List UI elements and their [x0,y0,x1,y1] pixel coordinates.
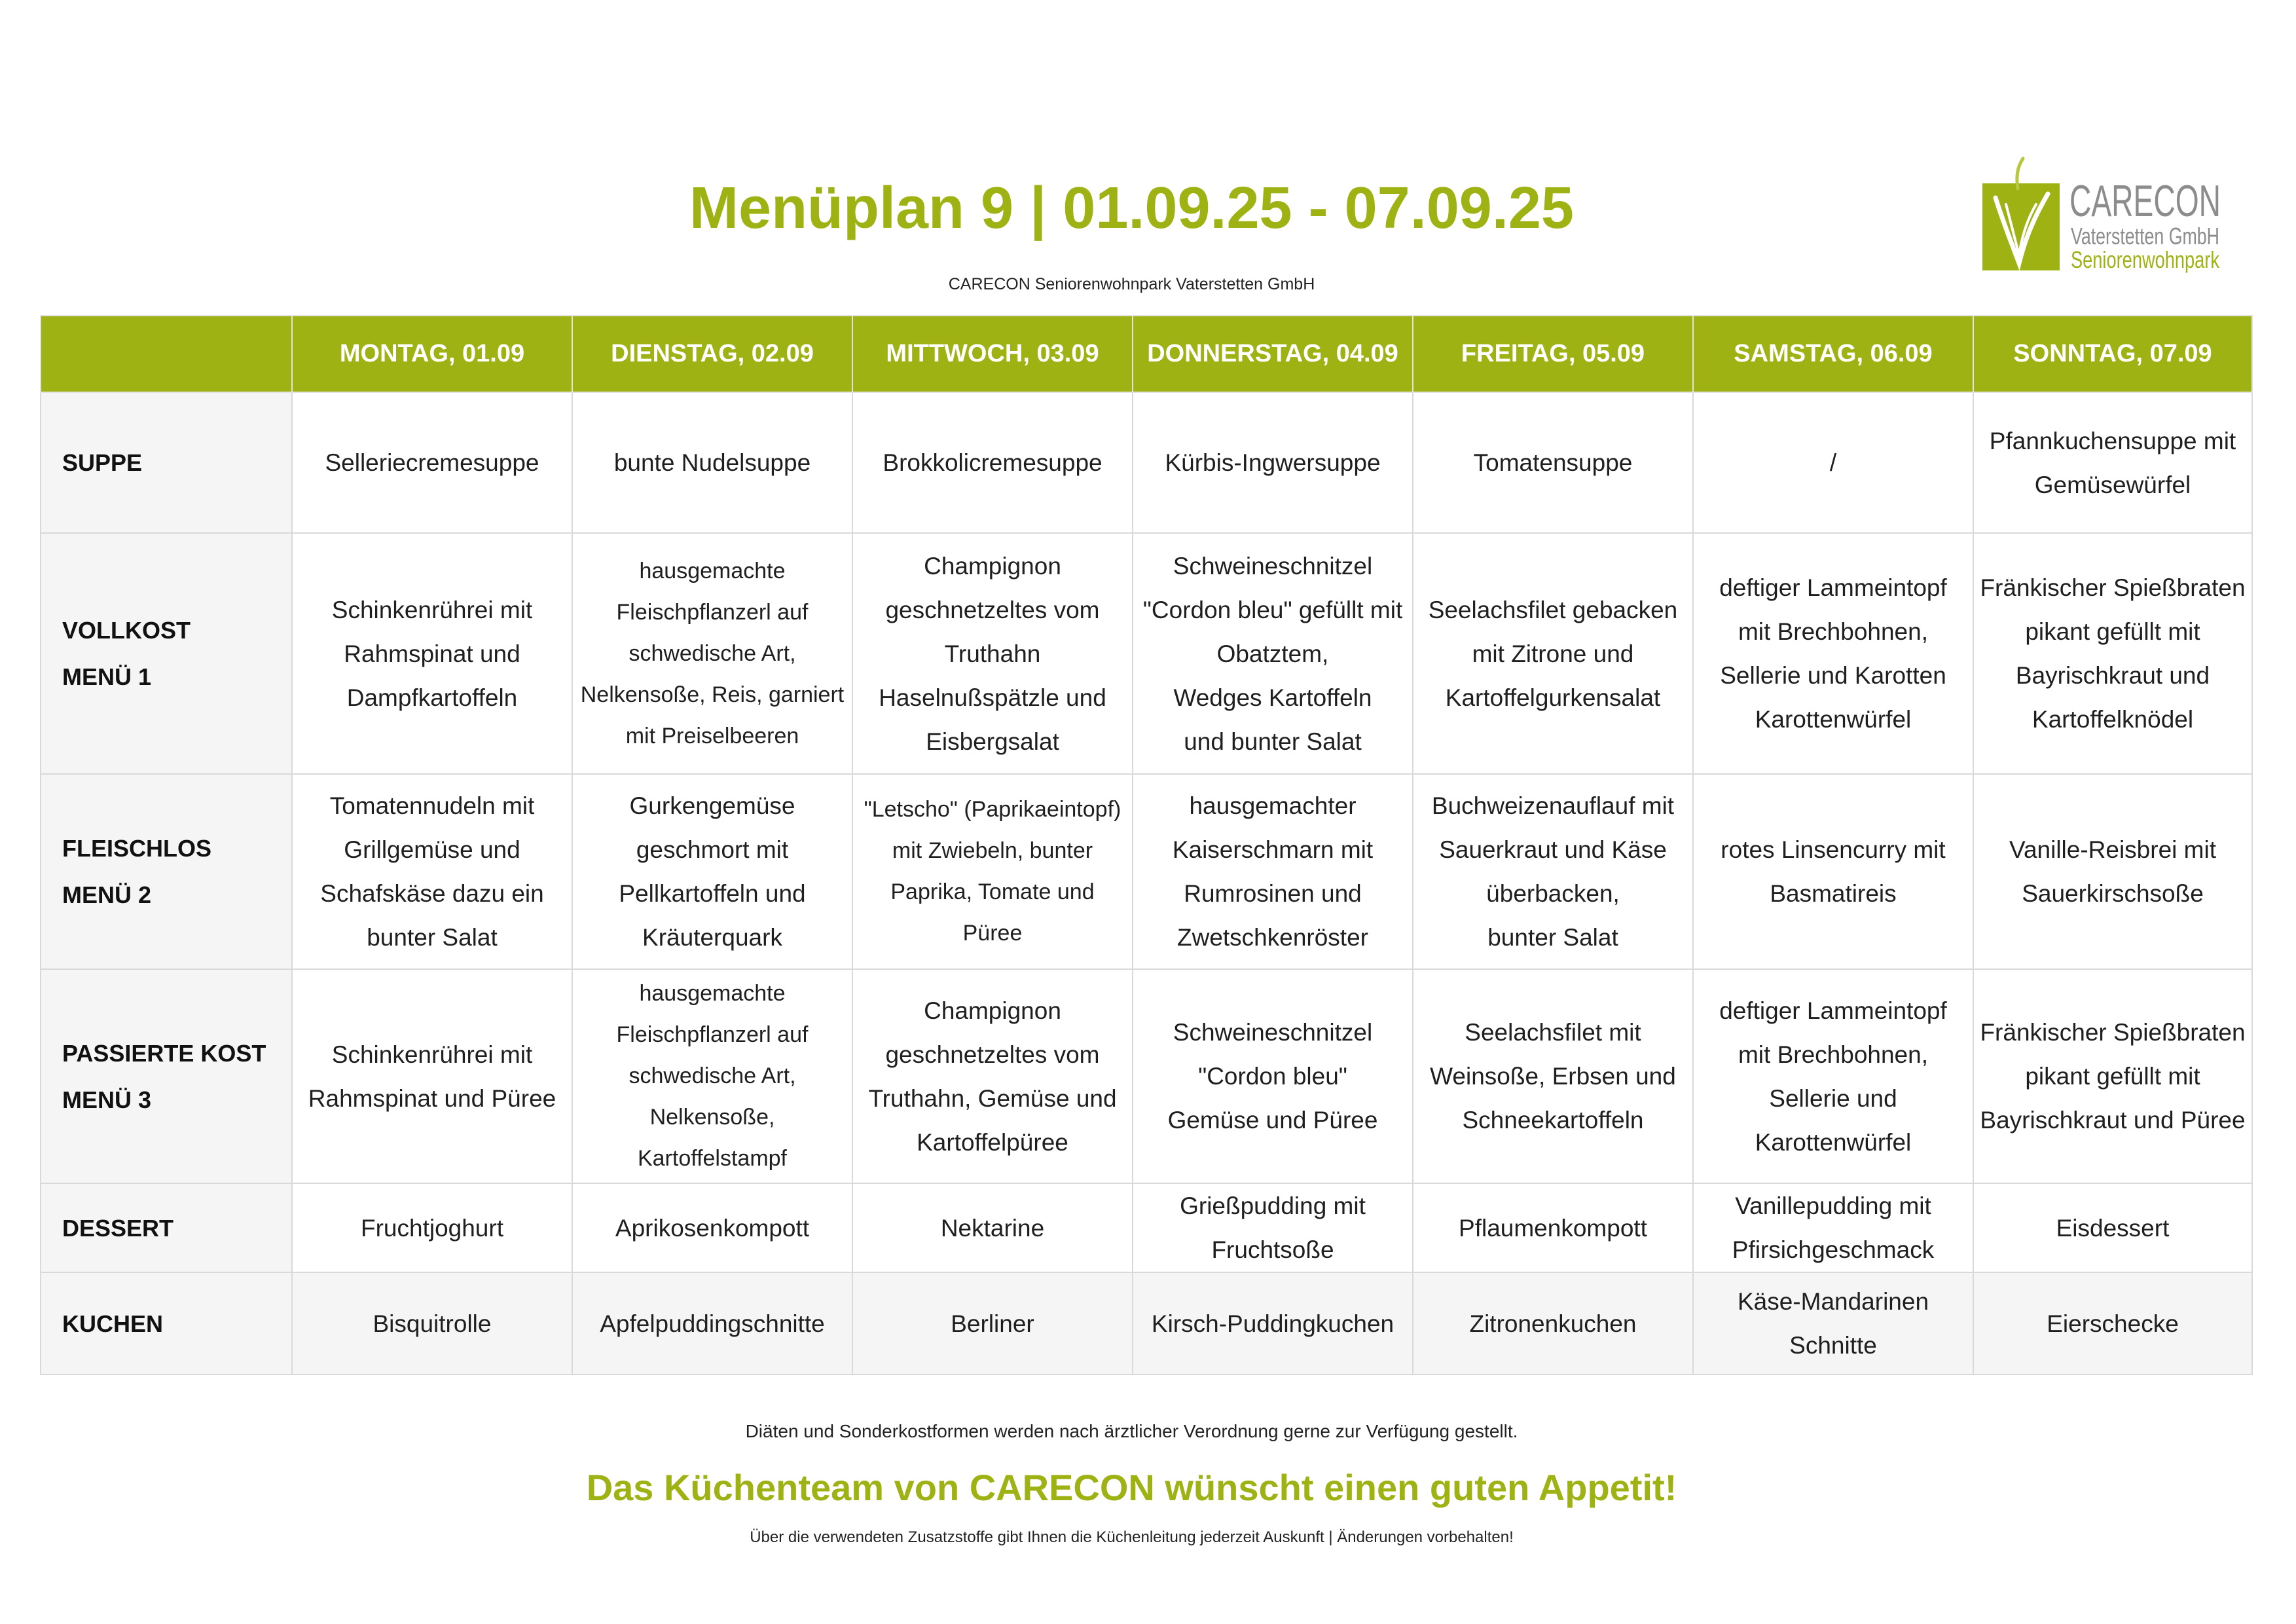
menu-cell-passierte-saturday: deftiger Lammeintopf mit Brechbohnen, Sellerie und Karottenwürfel [1693,969,1973,1183]
menu-cell-dessert-monday: Fruchtjoghurt [292,1183,572,1272]
menu-cell-vollkost-monday: Schinkenrührei mit Rahmspinat und Dampfkartoffeln [292,533,572,774]
menu-cell-vollkost-tuesday: hausgemachte Fleischpflanzerl auf schwedische Art, Nelkensoße, Reis, garniert mit Preiselbeeren [572,533,852,774]
menu-cell-fleischlos-friday: Buchweizenauflauf mit Sauerkraut und Käse überbacken, bunter Salat [1413,774,1693,969]
menu-cell-passierte-tuesday: hausgemachte Fleischpflanzerl auf schwedische Art, Nelkensoße, Kartoffelstampf [572,969,852,1183]
day-header-monday: MONTAG, 01.09 [292,316,572,392]
row-label-vollkost: VOLLKOST MENÜ 1 [41,533,292,774]
menu-cell-dessert-saturday: Vanillepudding mit Pfirsichgeschmack [1693,1183,1973,1272]
page-title: Menüplan 9 | 01.09.25 - 07.09.25 [689,175,1574,241]
menu-cell-dessert-tuesday: Aprikosenkompott [572,1183,852,1272]
header-corner-cell [41,316,292,392]
menu-cell-kuchen-monday: Bisquitrolle [292,1272,572,1375]
carecon-leaf-icon [1982,158,2060,270]
menu-cell-kuchen-tuesday: Apfelpuddingschnitte [572,1272,852,1375]
menu-cell-fleischlos-tuesday: Gurkengemüse geschmort mit Pellkartoffeln und Kräuterquark [572,774,852,969]
row-label-dessert: DESSERT [41,1183,292,1272]
row-label-passierte-kost: PASSIERTE KOST MENÜ 3 [41,969,292,1183]
menu-cell-passierte-thursday: Schweineschnitzel "Cordon bleu" Gemüse und Püree [1133,969,1413,1183]
menu-cell-vollkost-thursday: Schweineschnitzel "Cordon bleu" gefüllt mit Obatztem, Wedges Kartoffeln und bunter Salat [1133,533,1413,774]
logo-wordmark: CARECON [2069,176,2221,226]
menu-cell-vollkost-friday: Seelachsfilet gebacken mit Zitrone und Kartoffelgurkensalat [1413,533,1693,774]
carecon-logo [1977,157,2226,278]
menu-row-kuchen [41,1272,2252,1375]
menu-cell-fleischlos-saturday: rotes Linsencurry mit Basmatireis [1693,774,1973,969]
day-header-wednesday: MITTWOCH, 03.09 [852,316,1133,392]
row-label-fleischlos: FLEISCHLOS MENÜ 2 [41,774,292,969]
menu-cell-suppe-thursday: Kürbis-Ingwersuppe [1133,392,1413,533]
menu-cell-kuchen-wednesday: Berliner [852,1272,1133,1375]
footer-greeting: Das Küchenteam von CARECON wünscht einen guten Appetit! [586,1467,1677,1508]
menu-cell-dessert-wednesday: Nektarine [852,1183,1133,1272]
menu-cell-kuchen-friday: Zitronenkuchen [1413,1272,1693,1375]
menu-cell-passierte-friday: Seelachsfilet mit Weinsoße, Erbsen und Schneekartoffeln [1413,969,1693,1183]
menu-cell-vollkost-saturday: deftiger Lammeintopf mit Brechbohnen, Sellerie und Karotten Karottenwürfel [1693,533,1973,774]
day-header-sunday: SONNTAG, 07.09 [1973,316,2252,392]
menu-row-dessert [41,1183,2252,1272]
page-subtitle: CARECON Seniorenwohnpark Vaterstetten GmbH [948,275,1315,293]
menu-header-row [41,316,2252,392]
day-header-friday: FREITAG, 05.09 [1413,316,1693,392]
menu-cell-fleischlos-thursday: hausgemachter Kaiserschmarn mit Rumrosinen und Zwetschkenröster [1133,774,1413,969]
menu-cell-suppe-tuesday: bunte Nudelsuppe [572,392,852,533]
menu-cell-kuchen-saturday: Käse-Mandarinen Schnitte [1693,1272,1973,1375]
menu-cell-dessert-thursday: Grießpudding mit Fruchtsoße [1133,1183,1413,1272]
footer-note: Diäten und Sonderkostformen werden nach ärztlicher Verordnung gerne zur Verfügung gestellt. [745,1421,1518,1441]
menu-table [40,315,2253,1375]
menu-cell-suppe-wednesday: Brokkolicremesuppe [852,392,1133,533]
menu-cell-passierte-monday: Schinkenrührei mit Rahmspinat und Püree [292,969,572,1183]
menu-row-vollkost [41,533,2252,774]
row-label-kuchen: KUCHEN [41,1272,292,1375]
menu-cell-dessert-friday: Pflaumenkompott [1413,1183,1693,1272]
day-header-saturday: SAMSTAG, 06.09 [1693,316,1973,392]
menu-cell-dessert-sunday: Eisdessert [1973,1183,2252,1272]
menu-cell-vollkost-sunday: Fränkischer Spießbraten pikant gefüllt mit Bayrischkraut und Kartoffelknödel [1973,533,2252,774]
menu-row-passierte-kost [41,969,2252,1183]
day-header-thursday: DONNERSTAG, 04.09 [1133,316,1413,392]
menu-cell-passierte-sunday: Fränkischer Spießbraten pikant gefüllt mit Bayrischkraut und Püree [1973,969,2252,1183]
menu-cell-vollkost-wednesday: Champignon geschnetzeltes vom Truthahn Haselnußspätzle und Eisbergsalat [852,533,1133,774]
menu-row-fleischlos [41,774,2252,969]
menu-cell-kuchen-sunday: Eierschecke [1973,1272,2252,1375]
logo-company: Vaterstetten GmbH [2071,223,2219,249]
menu-cell-fleischlos-sunday: Vanille-Reisbrei mit Sauerkirschsoße [1973,774,2252,969]
menu-cell-suppe-monday: Selleriecremesuppe [292,392,572,533]
menu-row-suppe [41,392,2252,533]
menu-cell-passierte-wednesday: Champignon geschnetzeltes vom Truthahn, Gemüse und Kartoffelpüree [852,969,1133,1183]
footer-disclaimer: Über die verwendeten Zusatzstoffe gibt Ihnen die Küchenleitung jederzeit Auskunft | Änderungen vorbehalten! [750,1528,1514,1546]
row-label-suppe: SUPPE [41,392,292,533]
logo-tagline: Seniorenwohnpark [2071,246,2220,273]
menu-cell-kuchen-thursday: Kirsch-Puddingkuchen [1133,1272,1413,1375]
menu-cell-suppe-sunday: Pfannkuchensuppe mit Gemüsewürfel [1973,392,2252,533]
menu-cell-fleischlos-wednesday: "Letscho" (Paprikaeintopf) mit Zwiebeln, bunter Paprika, Tomate und Püree [852,774,1133,969]
menu-cell-suppe-friday: Tomatensuppe [1413,392,1693,533]
day-header-tuesday: DIENSTAG, 02.09 [572,316,852,392]
menu-cell-suppe-saturday: / [1693,392,1973,533]
menu-cell-fleischlos-monday: Tomatennudeln mit Grillgemüse und Schafskäse dazu ein bunter Salat [292,774,572,969]
